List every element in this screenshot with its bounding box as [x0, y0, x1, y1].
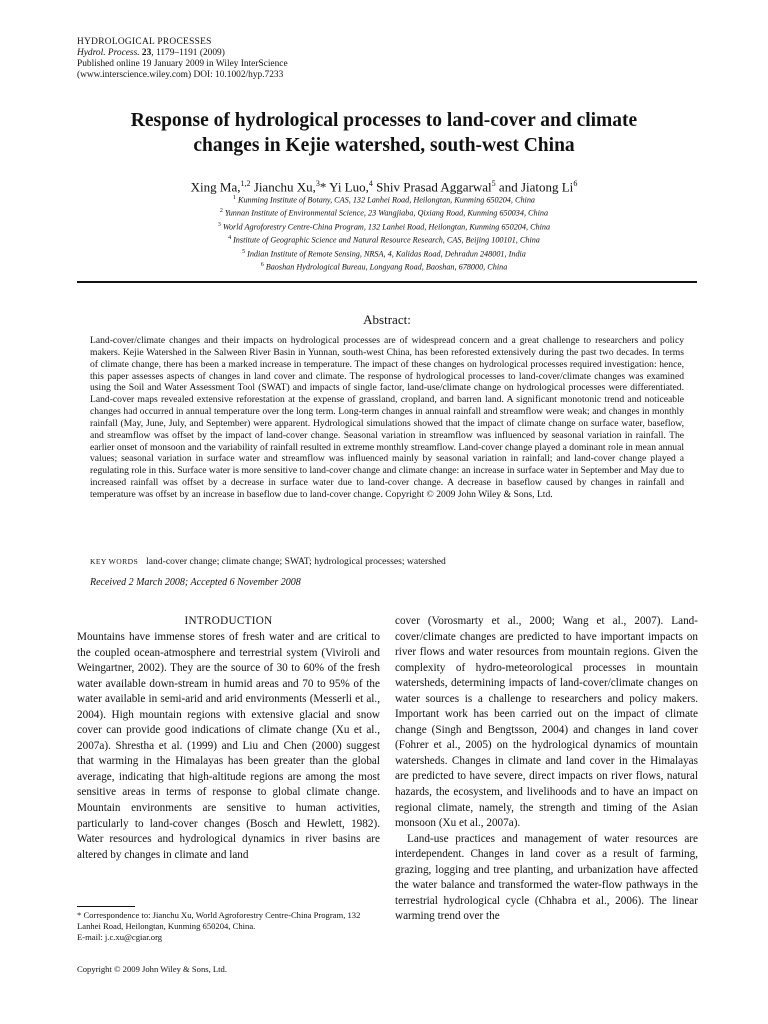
title-line-1: Response of hydrological processes to land-cover and climate [130, 110, 638, 131]
citation-line [77, 48, 288, 59]
correspondence-text: * Correspondence to: Jianchu Xu, World Agroforestry Centre-China Program, 132 Lanhei Road, Heilongtan, Kunming 650204, China. [77, 910, 361, 932]
right-column [395, 614, 698, 925]
citation-pages: , 1179–1191 (2009) [151, 48, 225, 58]
affiliation-number: 6 [260, 262, 264, 269]
intro-paragraph: Mountains have immense stores of fresh water and are critical to the coupled ocean-atmosphere and terrestrial system (Viviroli and Weingartner, 2002). They are the source of 30 to 60% of the fresh water available down-stream in humid areas and 70 to 95% of the water available in semi-arid and arid environments (Messerli et al., 2004). High mountain regions with extensive glacial and snow cover can provide good indications of climate change (Xu et al., 2007a). Shrestha et al. (1999) and Liu and Chen (2000) suggest that warming in the Himalayas has been greater than the global average, indicating that high-altitude regions are among the most sensitive areas in terms of response to global climate change. Mountain environments are sensitive to human activities, particularly to land-cover changes (Bosch and Hewlett, 1982). Water resources and hydrological dynamics in river basins are altered by changes in climate and land [77, 631, 380, 861]
affiliation-text: Baoshan Hydrological Bureau, Longyang Road, Baoshan, 678000, China [265, 262, 508, 272]
affiliation-text: World Agroforestry Centre-China Program, 132 Lanhei Road, Heilongtan, Kunming 650204, China [222, 222, 551, 232]
author-affil-mark: 3 [315, 179, 320, 188]
affiliation-text: Institute of Geographic Science and Natural Resource Research, CAS, Beijing 100101, China [233, 236, 540, 246]
affiliation-number: 3 [217, 221, 221, 228]
affiliation-number: 2 [219, 208, 223, 215]
author-affil-mark: 5 [491, 179, 496, 188]
author-affil-mark: 4 [368, 179, 373, 188]
affiliation-item [60, 193, 708, 206]
affiliation-number: 4 [228, 235, 232, 242]
citation-prefix: Hydrol. Process. [77, 48, 140, 58]
author-name: * Yi Luo, [319, 179, 369, 195]
journal-name: HYDROLOGICAL PROCESSES [77, 37, 212, 47]
author-name: and Jiatong Li [498, 179, 574, 195]
copyright-notice: Copyright © 2009 John Wiley & Sons, Ltd. [77, 964, 227, 974]
author-affil-mark: 6 [573, 179, 578, 188]
journal-header [77, 37, 288, 81]
citation-volume: 23 [141, 48, 152, 58]
affiliation-item [60, 260, 708, 273]
affiliation-text: Indian Institute of Remote Sensing, NRSA, 4, Kalidas Road, Dehradun 248001, India [247, 249, 526, 259]
abstract-heading: Abstract: [363, 312, 411, 327]
received-dates: Received 2 March 2008; Accepted 6 November 2008 [90, 577, 301, 588]
affiliation-number: 5 [242, 248, 246, 255]
author-name: Jianchu Xu, [253, 179, 316, 195]
affiliation-item [60, 206, 708, 219]
author-name: Xing Ma, [190, 179, 241, 195]
doi-line[interactable]: (www.interscience.wiley.com) DOI: 10.1002/hyp.7233 [77, 70, 284, 80]
abstract-text: Land-cover/climate changes and their impacts on hydrological processes are of widespread concern and a great challenge to researchers and policy makers. Kejie Watershed in the Salween River Basin in Yunnan, south-west China, has been reforested extensively during the past two decades. In terms of climate change, there has been a marked increase in temperature. The impact of these changes on hydrological processes required investigation: hence, this paper assesses aspects of changes in land cover and climate. The response of hydrological processes to land-cover/climate changes was examined using the Soil and Water Assessment Tool (SWAT) and impacts of single factor, land-use/climate change on hydrological processes were differentiated. Land-cover maps revealed extensive reforestation at the expense of grassland, cropland, and barren land. A significant monotonic trend and noticeable changes had occurred in annual temperature over the long term. Long-term changes in annual rainfall and streamflow were weak; and changes in monthly rainfall (May, June, July, and September) were apparent. Hydrological simulations showed that the impact of climate change on surface water, baseflow, and streamflow was offset by the impact of land-cover change. Seasonal variation in streamflow was influenced by seasonal variation in rainfall. The earlier onset of monsoon and the variability of rainfall resulted in extreme monthly streamflow. Land-cover change played a dominant role in mean annual values; seasonal variation in surface water and streamflow was influenced mainly by seasonal variation in rainfall; and land-cover change played a regulating role in this. Surface water is more sensitive to land-cover change and climate change: an increase in surface water in September and May due to increased rainfall was offset by a decrease in surface water due to land-cover change. A decrease in baseflow caused by changes in rainfall and temperature was offset by an increase in baseflow due to land-cover change. Copyright © 2009 John Wiley & Sons, Ltd. [90, 335, 684, 500]
affiliation-item [60, 233, 708, 246]
affiliation-item [60, 247, 708, 260]
footnote-divider [77, 906, 135, 907]
keywords-label: KEY WORDS [90, 557, 139, 566]
affiliation-text: Kunming Institute of Botany, CAS, 132 Lanhei Road, Heilongtan, Kunming 650204, China [237, 195, 536, 205]
intro-paragraph: cover (Vorosmarty et al., 2000; Wang et al., 2007). Land-cover/climate changes are predicted to have important impacts on river flows and water resources from mountain regions. Given the complexity of hydro-meteorological processes in mountain watersheds, determining impacts of land-cover/climate changes on water sources is a challenge to researchers and policy makers. Important work has been carried out on the impact of climate change (Singh and Bengtsson, 2004) and changes in land cover (Fohrer et al., 2005) on the hydrological dynamics of mountain watersheds. Changes in climate and land cover in the Himalayas are predicted to have severe, direct impacts on river flows, natural hazards, the ecosystem, and livelihoods and to have an impact on regional climate, namely, the strength and timing of the Asian monsoon (Xu et al., 2007a). [395, 615, 698, 830]
keywords-text: land-cover change; climate change; SWAT; hydrological processes; watershed [146, 556, 446, 567]
intro-paragraph: Land-use practices and management of water resources are interdependent. Changes in land cover as a result of farming, grazing, logging and tree planting, and urbanization have affected the water balance and transformed the water-flow pathways in the terrestrial hydrological cycle (Chhabra et al., 2006). The linear warming trend over the [395, 832, 698, 923]
affiliation-text: Yunnan Institute of Environmental Science, 23 Wangjiaba, Qixiang Road, Kunming 650034, China [224, 209, 549, 219]
correspondence-email[interactable]: E-mail: j.c.xu@cgiar.org [77, 932, 163, 943]
published-line: Published online 19 January 2009 in Wiley InterScience [77, 59, 288, 69]
affiliation-number: 1 [232, 195, 236, 201]
title-divider [77, 281, 697, 283]
affiliation-list [60, 193, 708, 274]
author-affil-mark: 1,2 [240, 179, 251, 188]
paper-title [60, 108, 708, 158]
section-heading-introduction: INTRODUCTION [184, 615, 273, 627]
affiliation-item [60, 220, 708, 233]
author-name: Shiv Prasad Aggarwal [376, 179, 492, 195]
left-column [77, 630, 380, 863]
title-line-2: changes in Kejie watershed, south-west China [193, 135, 575, 156]
correspondence-footnote [77, 910, 380, 944]
keywords [90, 556, 684, 568]
